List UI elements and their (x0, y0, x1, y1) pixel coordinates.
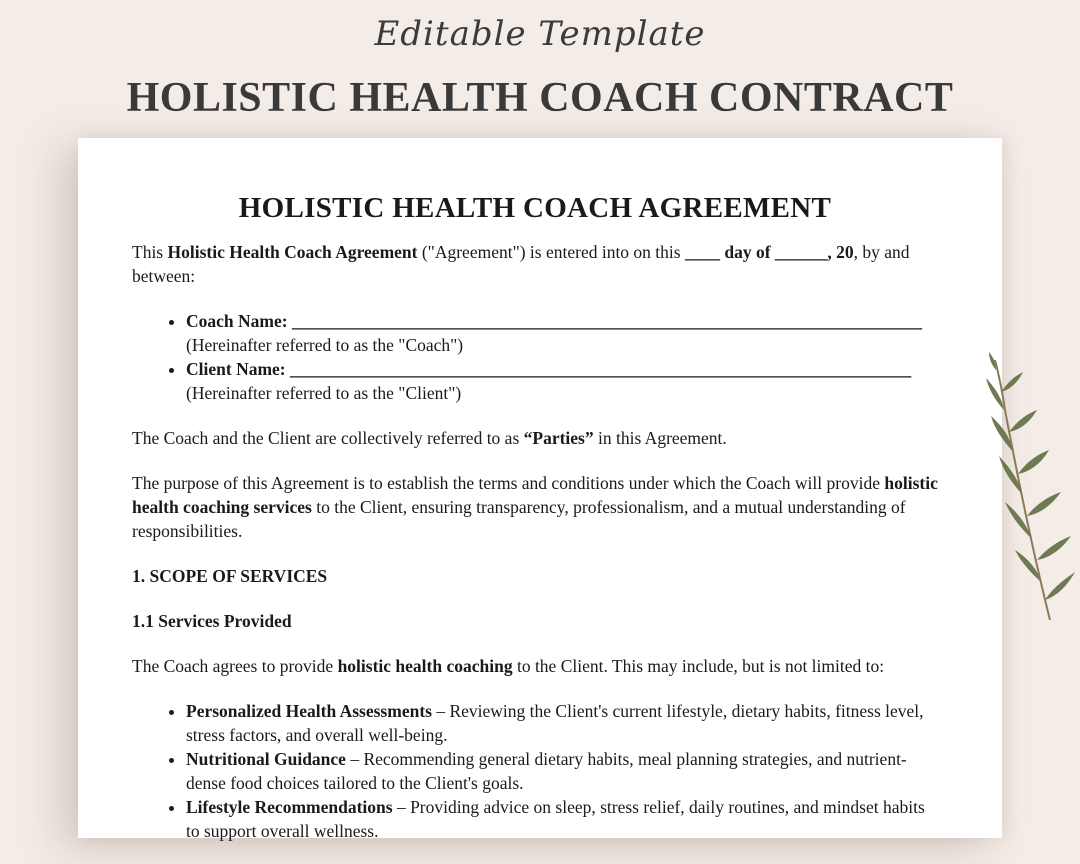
services-list (132, 699, 938, 843)
intro-text: , by and between: (132, 242, 910, 286)
services-intro-paragraph (132, 654, 938, 678)
date-blank: ____ day of ______, 20 (684, 242, 854, 262)
collective-paragraph (132, 426, 938, 450)
intro-text: ("Agreement") is entered into on this (417, 242, 685, 262)
service-description: – Providing advice on sleep, stress relief, daily routines, and mindset habits to support overall wellness. (186, 797, 925, 841)
script-title: Editable Template (374, 14, 706, 54)
purpose-text: to the Client, ensuring transparency, professionalism, and a mutual understanding of responsibilities. (132, 497, 906, 541)
party-blank-line: _______________________________________________________________________ (285, 359, 912, 379)
purpose-paragraph (132, 471, 938, 543)
intro-paragraph (132, 240, 938, 288)
subsection-heading: 1.1 Services Provided (132, 611, 292, 631)
service-item (186, 699, 938, 747)
parties-list (132, 309, 938, 405)
party-note: (Hereinafter referred to as the "Client") (186, 383, 462, 403)
services-intro-text: The Coach agrees to provide (132, 656, 338, 676)
collective-text: The Coach and the Client are collectively referred to as (132, 428, 524, 448)
document-page (78, 138, 1002, 841)
collective-text: in this Agreement. (593, 428, 727, 448)
purpose-text: The purpose of this Agreement is to establish the terms and conditions under which the Coach will provide (132, 473, 885, 493)
service-title: Nutritional Guidance (186, 749, 346, 769)
party-blank-line: ________________________________________________________________________ (287, 311, 922, 331)
purpose-bold: holistic health coaching services (132, 473, 938, 517)
party-note: (Hereinafter referred to as the "Coach") (186, 335, 464, 355)
document-body (132, 190, 938, 864)
services-intro-text: to the Client. This may include, but is not limited to: (512, 656, 885, 676)
agreement-name: Holistic Health Coach Agreement (167, 242, 418, 262)
document-title: HOLISTIC HEALTH COACH AGREEMENT (238, 192, 832, 224)
party-item-client (186, 357, 938, 405)
service-item (186, 747, 938, 795)
party-label: Client Name: (186, 359, 286, 379)
section-heading: 1. SCOPE OF SERVICES (132, 566, 328, 586)
intro-text: This (132, 242, 168, 262)
service-title: Lifestyle Recommendations (186, 797, 393, 817)
herb-sprig-decoration (975, 350, 1080, 630)
service-title: Personalized Health Assessments (186, 701, 432, 721)
party-label: Coach Name: (186, 311, 288, 331)
party-item-coach (186, 309, 938, 357)
main-title: HOLISTIC HEALTH COACH CONTRACT (126, 75, 954, 121)
service-description: – Reviewing the Client's current lifestyle, dietary habits, fitness level, stress factors, and overall well-being. (186, 701, 924, 745)
parties-term: “Parties” (523, 428, 594, 448)
services-bold: holistic health coaching (337, 656, 513, 676)
service-description: – Recommending general dietary habits, meal planning strategies, and nutrient-dense food choices tailored to the Client's goals. (186, 749, 907, 793)
service-item (186, 795, 938, 843)
